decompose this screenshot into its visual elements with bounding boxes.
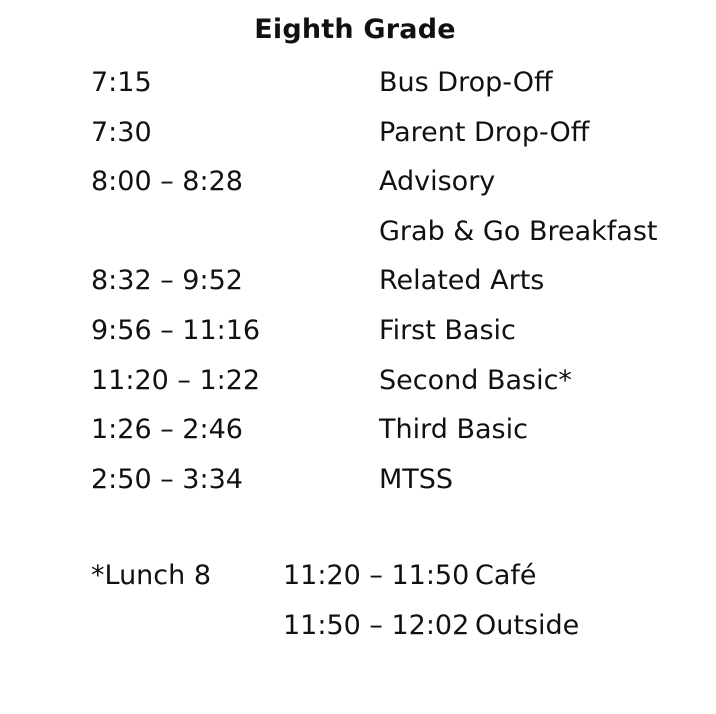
schedule-time: 7:30 bbox=[91, 116, 152, 148]
schedule-time: 2:50 – 3:34 bbox=[91, 463, 243, 495]
schedule-event: Third Basic bbox=[379, 414, 528, 446]
schedule-event: Bus Drop-Off bbox=[379, 67, 553, 98]
lunch-label: *Lunch 8 bbox=[91, 560, 212, 591]
schedule-event: First Basic bbox=[379, 314, 516, 346]
schedule-time: 8:00 – 8:28 bbox=[91, 166, 243, 198]
schedule-event: Parent Drop-Off bbox=[379, 116, 590, 148]
schedule-time: 11:20 – 1:22 bbox=[91, 364, 261, 396]
schedule-event: Related Arts bbox=[379, 265, 545, 297]
page-title: Eighth Grade bbox=[254, 14, 456, 45]
lunch-place: Café bbox=[475, 560, 537, 591]
lunch-time: 11:50 – 12:02 bbox=[283, 609, 470, 641]
schedule-time: 1:26 – 2:46 bbox=[91, 414, 243, 446]
schedule-event: Grab & Go Breakfast bbox=[379, 215, 658, 247]
schedule-event: Advisory bbox=[379, 166, 496, 198]
lunch-time: 11:20 – 11:50 bbox=[283, 560, 470, 591]
schedule-time: 8:32 – 9:52 bbox=[91, 265, 243, 297]
schedule-time: 9:56 – 11:16 bbox=[91, 314, 261, 346]
schedule-event: Second Basic* bbox=[379, 364, 572, 396]
schedule-event: MTSS bbox=[379, 463, 454, 495]
lunch-place: Outside bbox=[475, 609, 580, 641]
schedule-time: 7:15 bbox=[91, 67, 152, 98]
